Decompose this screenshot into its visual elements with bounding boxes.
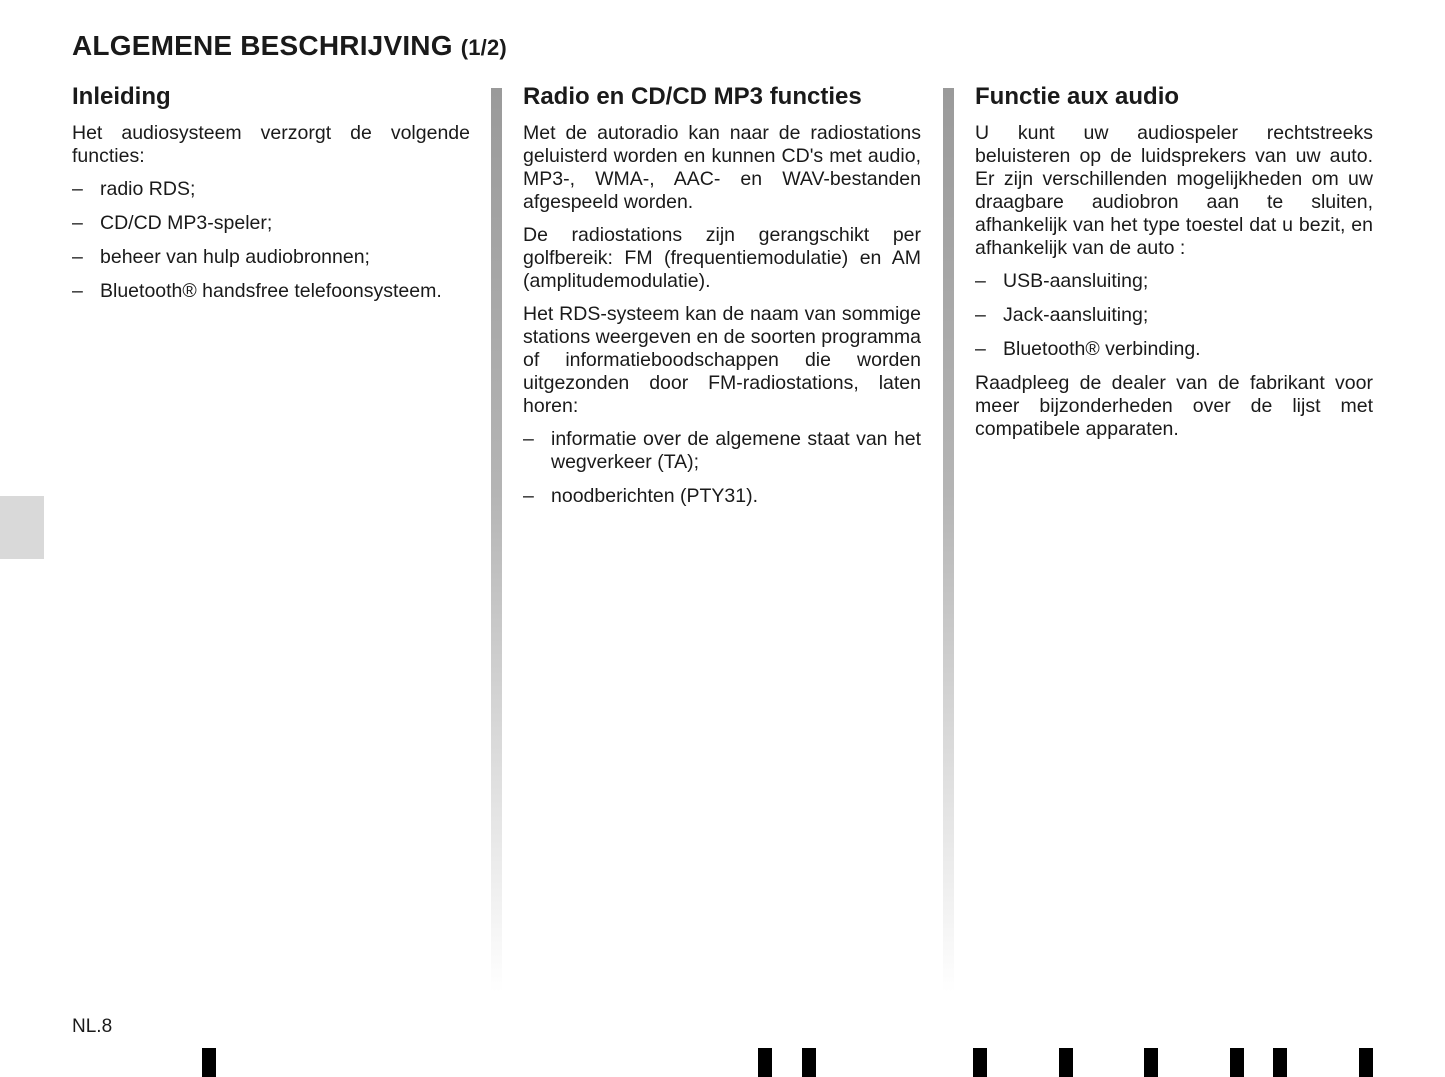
paragraph: U kunt uw audiospeler rechtstreeks beluisteren op de luidsprekers van uw auto. Er zijn verschillenden mogelijkheden om uw draagbare audiobron aan te sluiten, afhankelijk van het type toestel dat u bezit, en afhankelijk van de auto : xyxy=(975,122,1373,259)
crop-mark xyxy=(202,1048,216,1077)
bullet-text: Bluetooth® verbinding. xyxy=(1003,338,1201,360)
page-number: NL.8 xyxy=(72,1016,113,1037)
section-heading: Inleiding xyxy=(72,83,171,110)
paragraph: Het audiosysteem verzorgt de volgende functies: xyxy=(72,122,470,167)
bullet-dash: – xyxy=(523,485,534,507)
closing-paragraph: Raadpleeg de dealer van de fabrikant voor meer bijzonderheden over de lijst met compatibele apparaten. xyxy=(975,372,1373,440)
bullet-text: Jack-aansluiting; xyxy=(1003,304,1149,326)
bullet-item xyxy=(72,280,470,303)
bullet-item xyxy=(975,270,1373,293)
bullet-dash: – xyxy=(975,270,986,292)
paragraph: Het RDS-systeem kan de naam van sommige stations weergeven en de soorten programma of informatieboodschappen die worden uitgezonden door FM-radiostations, laten horen: xyxy=(523,303,921,417)
bullet-dash: – xyxy=(72,246,83,268)
crop-mark xyxy=(802,1048,816,1077)
paragraph: De radiostations zijn gerangschikt per golfbereik: FM (frequentiemodulatie) en AM (amplitudemodulatie). xyxy=(523,224,921,292)
page-title xyxy=(72,30,507,62)
page-title-text: ALGEMENE BESCHRIJVING xyxy=(72,30,453,61)
section-thumb-tab xyxy=(0,496,44,559)
column-aux-audio xyxy=(975,82,1373,451)
crop-mark xyxy=(1230,1048,1244,1077)
bullet-text: beheer van hulp audiobronnen; xyxy=(100,246,370,268)
page-title-part: (1/2) xyxy=(460,35,507,60)
bullet-list xyxy=(523,428,921,508)
section-heading: Functie aux audio xyxy=(975,83,1180,110)
bullet-item xyxy=(72,178,470,201)
bullet-list xyxy=(72,178,470,303)
crop-mark xyxy=(1059,1048,1073,1077)
bullet-item xyxy=(975,304,1373,327)
bullet-item xyxy=(72,212,470,235)
bullet-list xyxy=(975,270,1373,361)
bullet-item xyxy=(523,428,921,474)
bullet-dash: – xyxy=(72,212,83,234)
bullet-item xyxy=(975,338,1373,361)
crop-mark xyxy=(973,1048,987,1077)
bullet-dash: – xyxy=(975,338,986,360)
bullet-item xyxy=(72,246,470,269)
bullet-dash: – xyxy=(72,280,83,302)
paragraph: Met de autoradio kan naar de radiostations geluisterd worden en kunnen CD's met audio, MP3-, WMA-, AAC- en WAV-bestanden afgespeeld worden. xyxy=(523,122,921,213)
section-heading: Radio en CD/CD MP3 functies xyxy=(523,83,862,110)
bullet-text: noodberichten (PTY31). xyxy=(551,485,759,507)
bullet-item xyxy=(523,485,921,508)
bullet-text: informatie over de algemene staat van het wegverkeer (TA); xyxy=(551,428,921,473)
bullet-text: Bluetooth® handsfree telefoonsysteem. xyxy=(100,280,442,302)
crop-mark xyxy=(1144,1048,1158,1077)
bullet-dash: – xyxy=(72,178,83,200)
crop-mark xyxy=(1273,1048,1287,1077)
bullet-dash: – xyxy=(523,428,534,450)
column-divider xyxy=(943,88,954,993)
crop-mark xyxy=(758,1048,772,1077)
column-divider xyxy=(491,88,502,993)
column-inleiding xyxy=(72,82,470,314)
crop-mark xyxy=(1359,1048,1373,1077)
bullet-text: USB-aansluiting; xyxy=(1003,270,1149,292)
column-radio-cd xyxy=(523,82,921,519)
bullet-dash: – xyxy=(975,304,986,326)
bullet-text: CD/CD MP3-speler; xyxy=(100,212,273,234)
bullet-text: radio RDS; xyxy=(100,178,196,200)
